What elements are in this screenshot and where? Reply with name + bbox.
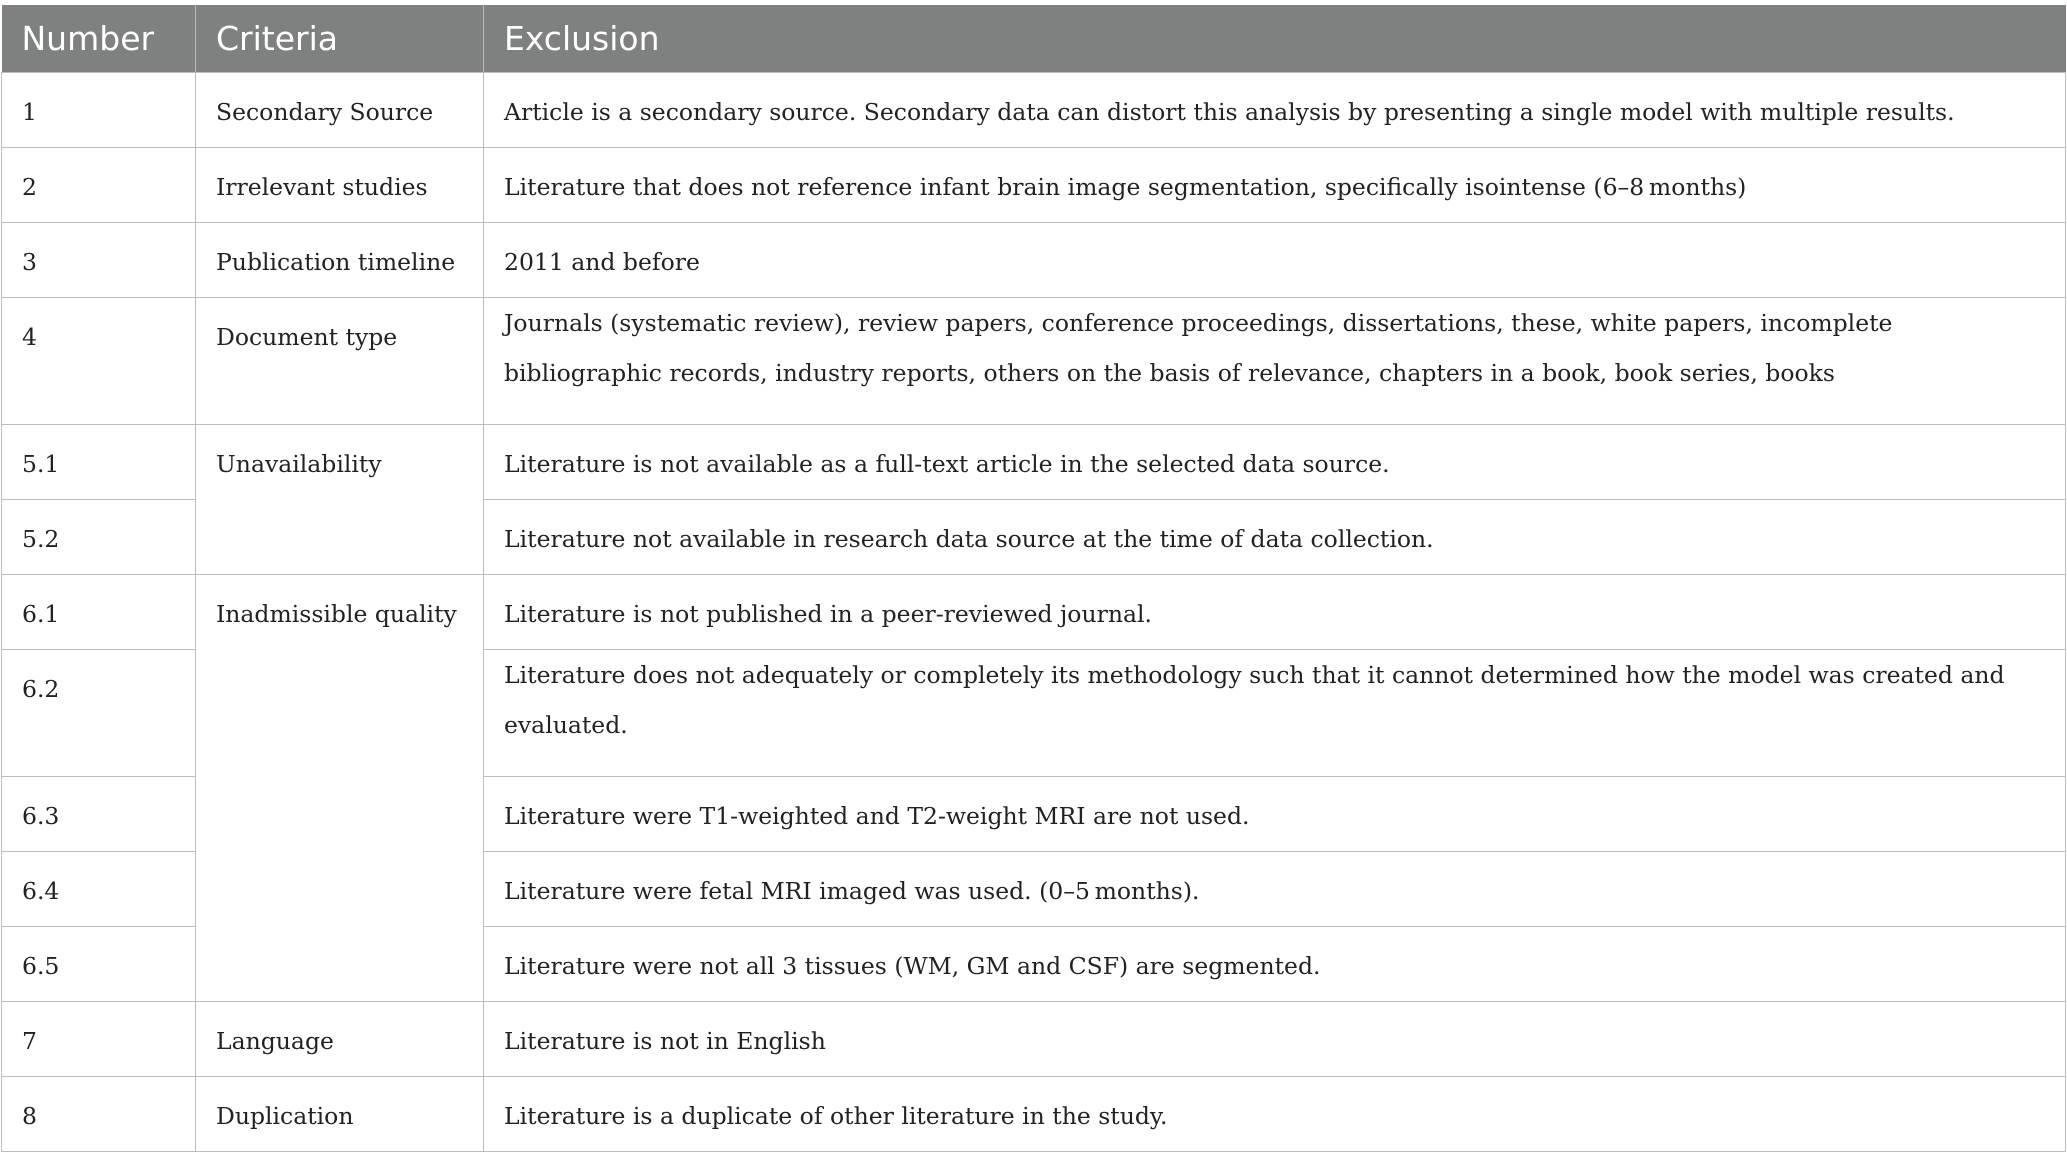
exclusion-cell: Literature is not available as a full-text article in the selected data source. bbox=[484, 425, 2066, 500]
number-cell: 5.1 bbox=[2, 425, 196, 500]
exclusion-criteria-table bbox=[1, 5, 2066, 1152]
exclusion-cell: Literature is a duplicate of other literature in the study. bbox=[484, 1077, 2066, 1152]
table-row bbox=[2, 575, 2066, 650]
number-cell: 2 bbox=[2, 148, 196, 223]
number-cell: 4 bbox=[2, 298, 196, 425]
table-row bbox=[2, 425, 2066, 500]
criteria-cell: Document type bbox=[196, 298, 484, 425]
criteria-cell: Secondary Source bbox=[196, 73, 484, 148]
number-cell: 6.1 bbox=[2, 575, 196, 650]
criteria-cell: Publication timeline bbox=[196, 223, 484, 298]
number-cell: 6.4 bbox=[2, 852, 196, 927]
exclusion-cell: Literature is not published in a peer-reviewed journal. bbox=[484, 575, 2066, 650]
exclusion-cell: Literature that does not reference infant brain image segmentation, specifically isointense (6–8 months) bbox=[484, 148, 2066, 223]
criteria-cell: Language bbox=[196, 1002, 484, 1077]
criteria-cell: Unavailability bbox=[196, 425, 484, 575]
criteria-cell: Inadmissible quality bbox=[196, 575, 484, 1002]
table-body bbox=[2, 73, 2066, 1152]
exclusion-cell: Literature is not in English bbox=[484, 1002, 2066, 1077]
table-row bbox=[2, 73, 2066, 148]
number-cell: 8 bbox=[2, 1077, 196, 1152]
exclusion-cell: Literature were not all 3 tissues (WM, GM and CSF) are segmented. bbox=[484, 927, 2066, 1002]
number-cell: 6.2 bbox=[2, 650, 196, 777]
header-number: Number bbox=[2, 5, 196, 73]
header-exclusion: Exclusion bbox=[484, 5, 2066, 73]
number-cell: 6.3 bbox=[2, 777, 196, 852]
exclusion-cell: Literature not available in research data source at the time of data collection. bbox=[484, 500, 2066, 575]
exclusion-cell: Literature were T1-weighted and T2-weight MRI are not used. bbox=[484, 777, 2066, 852]
criteria-cell: Irrelevant studies bbox=[196, 148, 484, 223]
exclusion-cell: Literature were fetal MRI imaged was used. (0–5 months). bbox=[484, 852, 2066, 927]
exclusion-cell: 2011 and before bbox=[484, 223, 2066, 298]
header-criteria: Criteria bbox=[196, 5, 484, 73]
number-cell: 3 bbox=[2, 223, 196, 298]
table-row bbox=[2, 223, 2066, 298]
table-header bbox=[2, 5, 2066, 73]
table-row bbox=[2, 1002, 2066, 1077]
header-row bbox=[2, 5, 2066, 73]
exclusion-cell: Literature does not adequately or completely its methodology such that it cannot determined how the model was created and evaluated. bbox=[484, 650, 2066, 777]
table-row bbox=[2, 1077, 2066, 1152]
criteria-cell: Duplication bbox=[196, 1077, 484, 1152]
number-cell: 5.2 bbox=[2, 500, 196, 575]
table-row bbox=[2, 148, 2066, 223]
number-cell: 1 bbox=[2, 73, 196, 148]
number-cell: 6.5 bbox=[2, 927, 196, 1002]
exclusion-cell: Journals (systematic review), review papers, conference proceedings, dissertations, these, white papers, incomplete bibliographic records, industry reports, others on the basis of relevance, chapters in a book, book series, books bbox=[484, 298, 2066, 425]
number-cell: 7 bbox=[2, 1002, 196, 1077]
exclusion-cell: Article is a secondary source. Secondary data can distort this analysis by presenting a single model with multiple results. bbox=[484, 73, 2066, 148]
table-row bbox=[2, 298, 2066, 425]
